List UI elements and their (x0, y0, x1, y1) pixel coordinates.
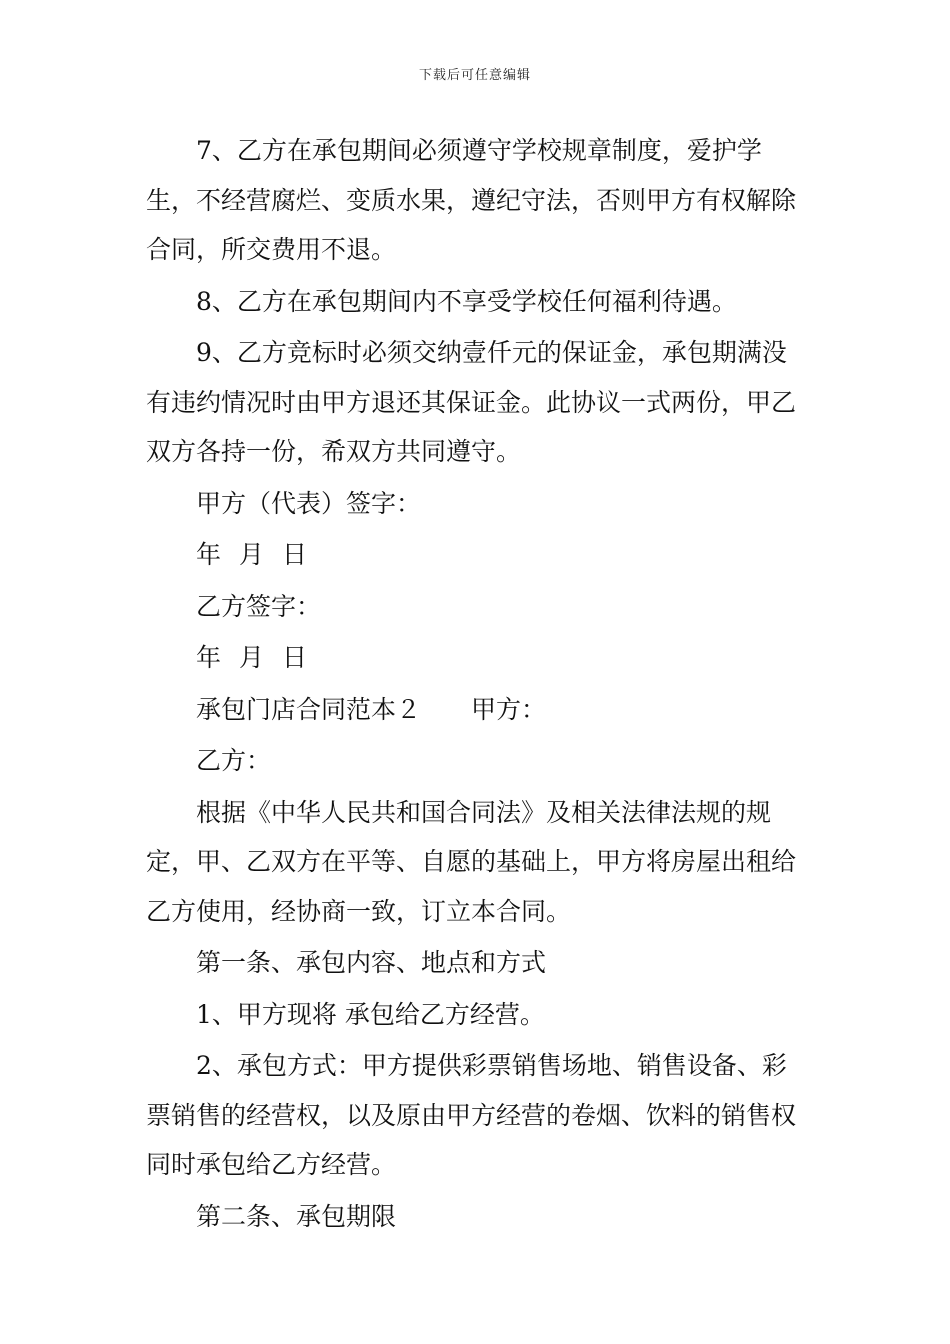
article-1-item-1: 1、甲方现将 承包给乙方经营。 (196, 999, 545, 1029)
party-a-signature-line: 甲方（代表）签字： (196, 488, 422, 518)
header-note: 下载后可任意编辑 (418, 68, 531, 83)
party-b-signature-line: 乙方签字： (196, 591, 322, 621)
party-a-date-line (146, 530, 811, 580)
party-b-date-line (146, 633, 811, 683)
date-month: 月 (239, 540, 265, 569)
contract2-intro: 根据《中华人民共和国合同法》及相关法律法规的规定，甲、乙双方在平等、自愿的基础上，甲方将房屋出租给乙方使用，经协商一致，订立本合同。 (146, 797, 797, 926)
date-month: 月 (239, 643, 265, 672)
article-1-item-2: 2、承包方式：甲方提供彩票销售场地、销售设备、彩票销售的经营权，以及原由甲方经营的卷烟、饮料的销售权同时承包给乙方经营。 (146, 1051, 797, 1179)
party-b-label: 乙方： (196, 746, 272, 775)
clause-9: 9、乙方竞标时必须交纳壹仟元的保证金，承包期满没有违约情况时由甲方退还其保证金。此协议一式两份，甲乙双方各持一份，希双方共同遵守。 (146, 338, 797, 466)
clause-7: 7、乙方在承包期间必须遵守学校规章制度，爱护学生，不经营腐烂、变质水果，遵纪守法，否则甲方有权解除合同，所交费用不退。 (146, 136, 797, 264)
date-year: 年 (196, 643, 222, 672)
contract2-heading-line (146, 685, 811, 735)
contract2-title: 承包门店合同范本２ (196, 694, 422, 724)
date-year: 年 (196, 540, 222, 569)
clause-8: 8、乙方在承包期间内不享受学校任何福利待遇。 (196, 286, 737, 316)
date-day: 日 (282, 643, 308, 672)
article-2-title: 第二条、承包期限 (196, 1201, 397, 1231)
party-a-label: 甲方： (471, 694, 547, 724)
date-day: 日 (282, 540, 308, 569)
document-body (146, 126, 811, 1243)
article-1-title: 第一条、承包内容、地点和方式 (196, 948, 547, 977)
